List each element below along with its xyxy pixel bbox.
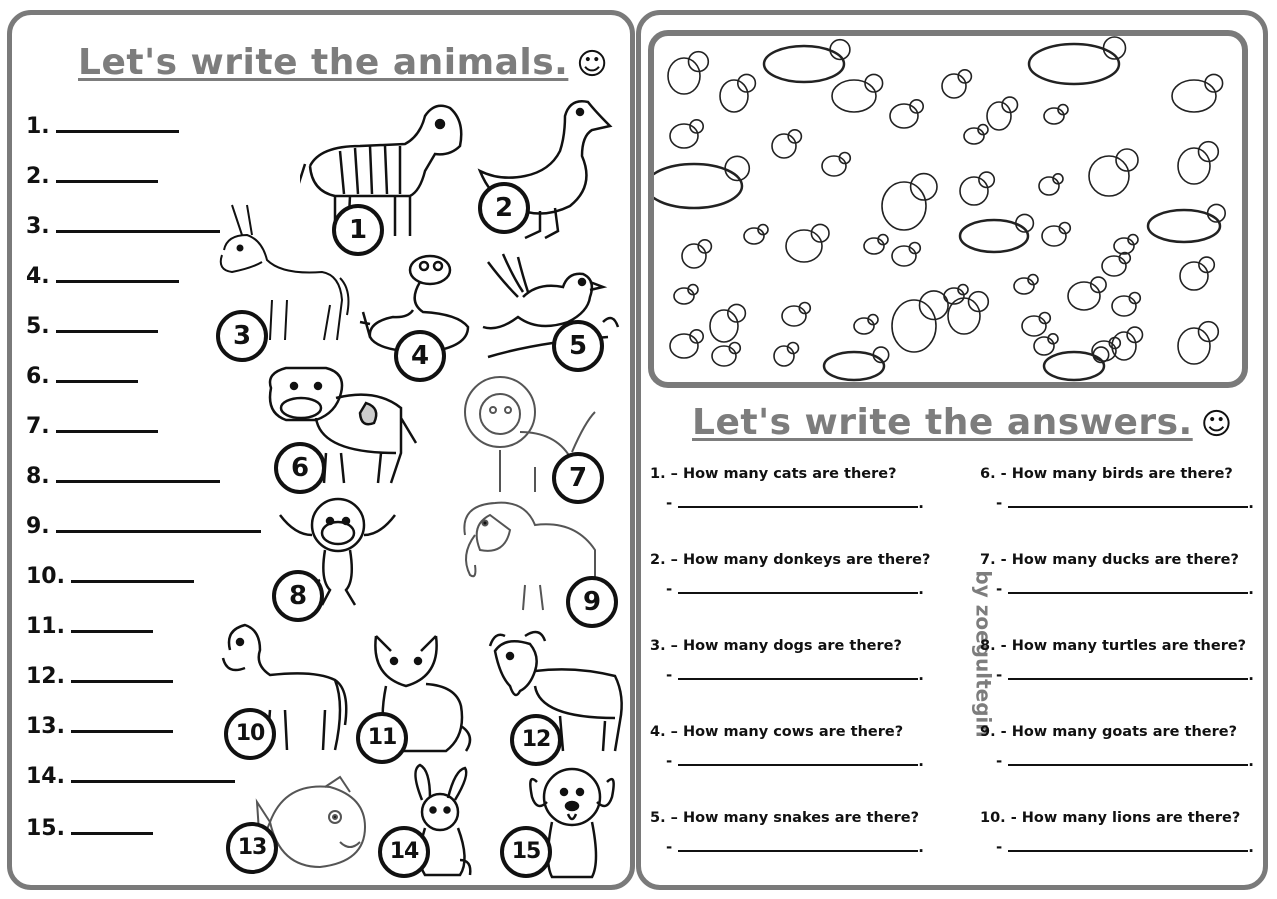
lion-figure [960,177,988,205]
question-3: 3. – How many dogs are there? [650,638,902,654]
answer-dash: - [666,666,673,684]
bird-figure [782,306,806,326]
answer-underline[interactable] [1008,492,1248,508]
answer-dash: - [996,580,1003,598]
answer-underline[interactable] [1008,578,1248,594]
picture-number-5: 5 [552,320,604,372]
answer-number: 7. [26,414,50,439]
answer-number: 4. [26,264,50,289]
answer-field-3[interactable]: - . [666,666,924,684]
question-1: 1. – How many cats are there? [650,466,897,482]
picture-number-15: 15 [500,826,552,878]
answer-underline[interactable] [1008,750,1248,766]
dog-figure [882,182,926,230]
answer-number: 13. [26,714,65,739]
goat-figure [1068,282,1100,310]
turtle-figure [960,220,1028,252]
answer-field-4[interactable]: - . [666,752,924,770]
answer-line-9 [26,512,261,539]
duck-figure [832,80,876,112]
picture-number-3: 3 [216,310,268,362]
picture-number-10: 10 [224,708,276,760]
answer-underline[interactable] [1008,664,1248,680]
answer-field-8[interactable]: - . [996,666,1254,684]
right-title [692,402,1233,443]
turtle-figure [654,164,742,208]
animal-scene [654,36,1242,382]
answer-line-15 [26,814,153,841]
answer-number: 5. [26,314,50,339]
answer-line-1 [26,112,179,139]
answer-field-5[interactable]: - . [666,838,924,856]
answer-number: 2. [26,164,50,189]
snake-figure [942,74,966,98]
answer-number: 9. [26,514,50,539]
answer-number: 8. [26,464,50,489]
answer-number: 10. [26,564,65,589]
left-title-text: Let's write the animals. [78,42,569,83]
picture-number-2: 2 [478,182,530,234]
answer-line-8 [26,462,220,489]
write-in-blank[interactable] [71,612,153,633]
write-in-blank[interactable] [71,562,194,583]
bird-figure [1014,278,1034,294]
cow-figure [1034,337,1054,355]
answer-line-7 [26,412,158,439]
answer-underline[interactable] [678,578,918,594]
answer-line-4 [26,262,179,289]
cow-figure [712,346,736,366]
answer-line-5 [26,312,158,339]
answer-number: 1. [26,114,50,139]
turtle-figure [1029,44,1119,84]
picture-number-14: 14 [378,826,430,878]
answer-dash: - [666,838,673,856]
cow-figure [892,246,916,266]
answer-dash: - [666,494,673,512]
answer-field-6[interactable]: - . [996,494,1254,512]
animal-counting-picture [648,30,1248,388]
picture-number-9: 9 [566,576,618,628]
answer-number: 3. [26,214,50,239]
picture-number-7: 7 [552,452,604,504]
answer-line-14 [26,762,235,789]
answer-line-11 [26,612,153,639]
answer-line-3 [26,212,220,239]
picture-number-11: 11 [356,712,408,764]
smiley-icon: ☺ [576,47,609,82]
cow-figure [890,104,918,128]
right-title-text: Let's write the answers. [692,402,1193,443]
answer-number: 14. [26,764,65,789]
write-in-blank[interactable] [56,212,220,233]
answer-underline[interactable] [678,750,918,766]
answer-underline[interactable] [678,836,918,852]
answer-line-6 [26,362,138,389]
picture-number-4: 4 [394,330,446,382]
answer-line-10 [26,562,194,589]
answer-field-2[interactable]: - . [666,580,924,598]
turtle-figure [764,46,844,82]
turtle-figure [1148,210,1220,242]
write-in-blank[interactable] [56,362,138,383]
question-6: 6. - How many birds are there? [980,466,1233,482]
answer-number: 11. [26,614,65,639]
write-in-blank[interactable] [71,814,153,835]
cat-figure [710,310,738,342]
answer-field-10[interactable]: - . [996,838,1254,856]
picture-number-1: 1 [332,204,384,256]
write-in-blank[interactable] [71,762,235,783]
write-in-blank[interactable] [56,112,179,133]
cow-figure [1042,226,1066,246]
donkey-figure [892,300,936,352]
bird-figure [1044,108,1064,124]
goat-figure [786,230,822,262]
picture-number-6: 6 [274,442,326,494]
question-7: 7. - How many ducks are there? [980,552,1239,568]
turtle-figure [824,352,884,380]
cow-figure [670,124,698,148]
snake-figure [774,346,794,366]
cat-figure [987,102,1011,130]
write-in-blank[interactable] [56,262,179,283]
author-credit: by zoegultegin [971,570,996,738]
question-5: 5. – How many snakes are there? [650,810,920,826]
bird-figure [854,318,874,334]
duck-figure [670,334,698,358]
cow-figure [1022,316,1046,336]
bird-figure [744,228,764,244]
answer-dash: - [996,666,1003,684]
write-in-blank[interactable] [56,412,159,433]
bird-figure [864,238,884,254]
snake-figure [682,244,706,268]
write-in-blank[interactable] [71,712,174,733]
snake-figure [1089,156,1129,196]
write-in-blank[interactable] [56,162,159,183]
duck-figure [1039,177,1059,195]
answer-dash: - [666,752,673,770]
cat-figure [1178,148,1210,184]
cat-figure [720,80,748,112]
question-4: 4. – How many cows are there? [650,724,904,740]
question-2: 2. – How many donkeys are there? [650,552,931,568]
bird-figure [1114,238,1134,254]
answer-field-7[interactable]: - . [996,580,1254,598]
write-in-blank[interactable] [56,462,220,483]
picture-number-13: 13 [226,822,278,874]
donkey-figure [668,58,700,94]
answer-dash: - [996,494,1003,512]
answer-dash: - [996,838,1003,856]
snake-figure [772,134,796,158]
answer-dash: - [996,752,1003,770]
answer-underline[interactable] [678,664,918,680]
answer-line-12 [26,662,173,689]
donkey-figure [1178,328,1210,364]
turtle-figure [1044,352,1104,380]
picture-number-8: 8 [272,570,324,622]
question-10: 10. - How many lions are there? [980,810,1241,826]
smiley-icon: ☺ [1200,407,1233,442]
question-9: 9. - How many goats are there? [980,724,1238,740]
answer-number: 6. [26,364,50,389]
write-in-blank[interactable] [56,312,159,333]
cow-figure [822,156,846,176]
bird-figure [964,128,984,144]
picture-number-12: 12 [510,714,562,766]
cow-figure [1112,296,1136,316]
answer-underline[interactable] [1008,836,1248,852]
answer-number: 12. [26,664,65,689]
duck-figure [1172,80,1216,112]
lion-figure [1180,262,1208,290]
answer-line-2 [26,162,158,189]
answer-dash: - [666,580,673,598]
cat-figure [1112,332,1136,360]
answer-number: 15. [26,816,65,841]
write-in-blank[interactable] [56,512,261,533]
bird-figure [674,288,694,304]
write-in-blank[interactable] [71,662,174,683]
answer-line-13 [26,712,173,739]
cow-figure [1102,256,1126,276]
answer-underline[interactable] [678,492,918,508]
question-8: 8. - How many turtles are there? [980,638,1247,654]
left-title [78,42,608,83]
answer-field-1[interactable]: - . [666,494,924,512]
answer-field-9[interactable]: - . [996,752,1254,770]
